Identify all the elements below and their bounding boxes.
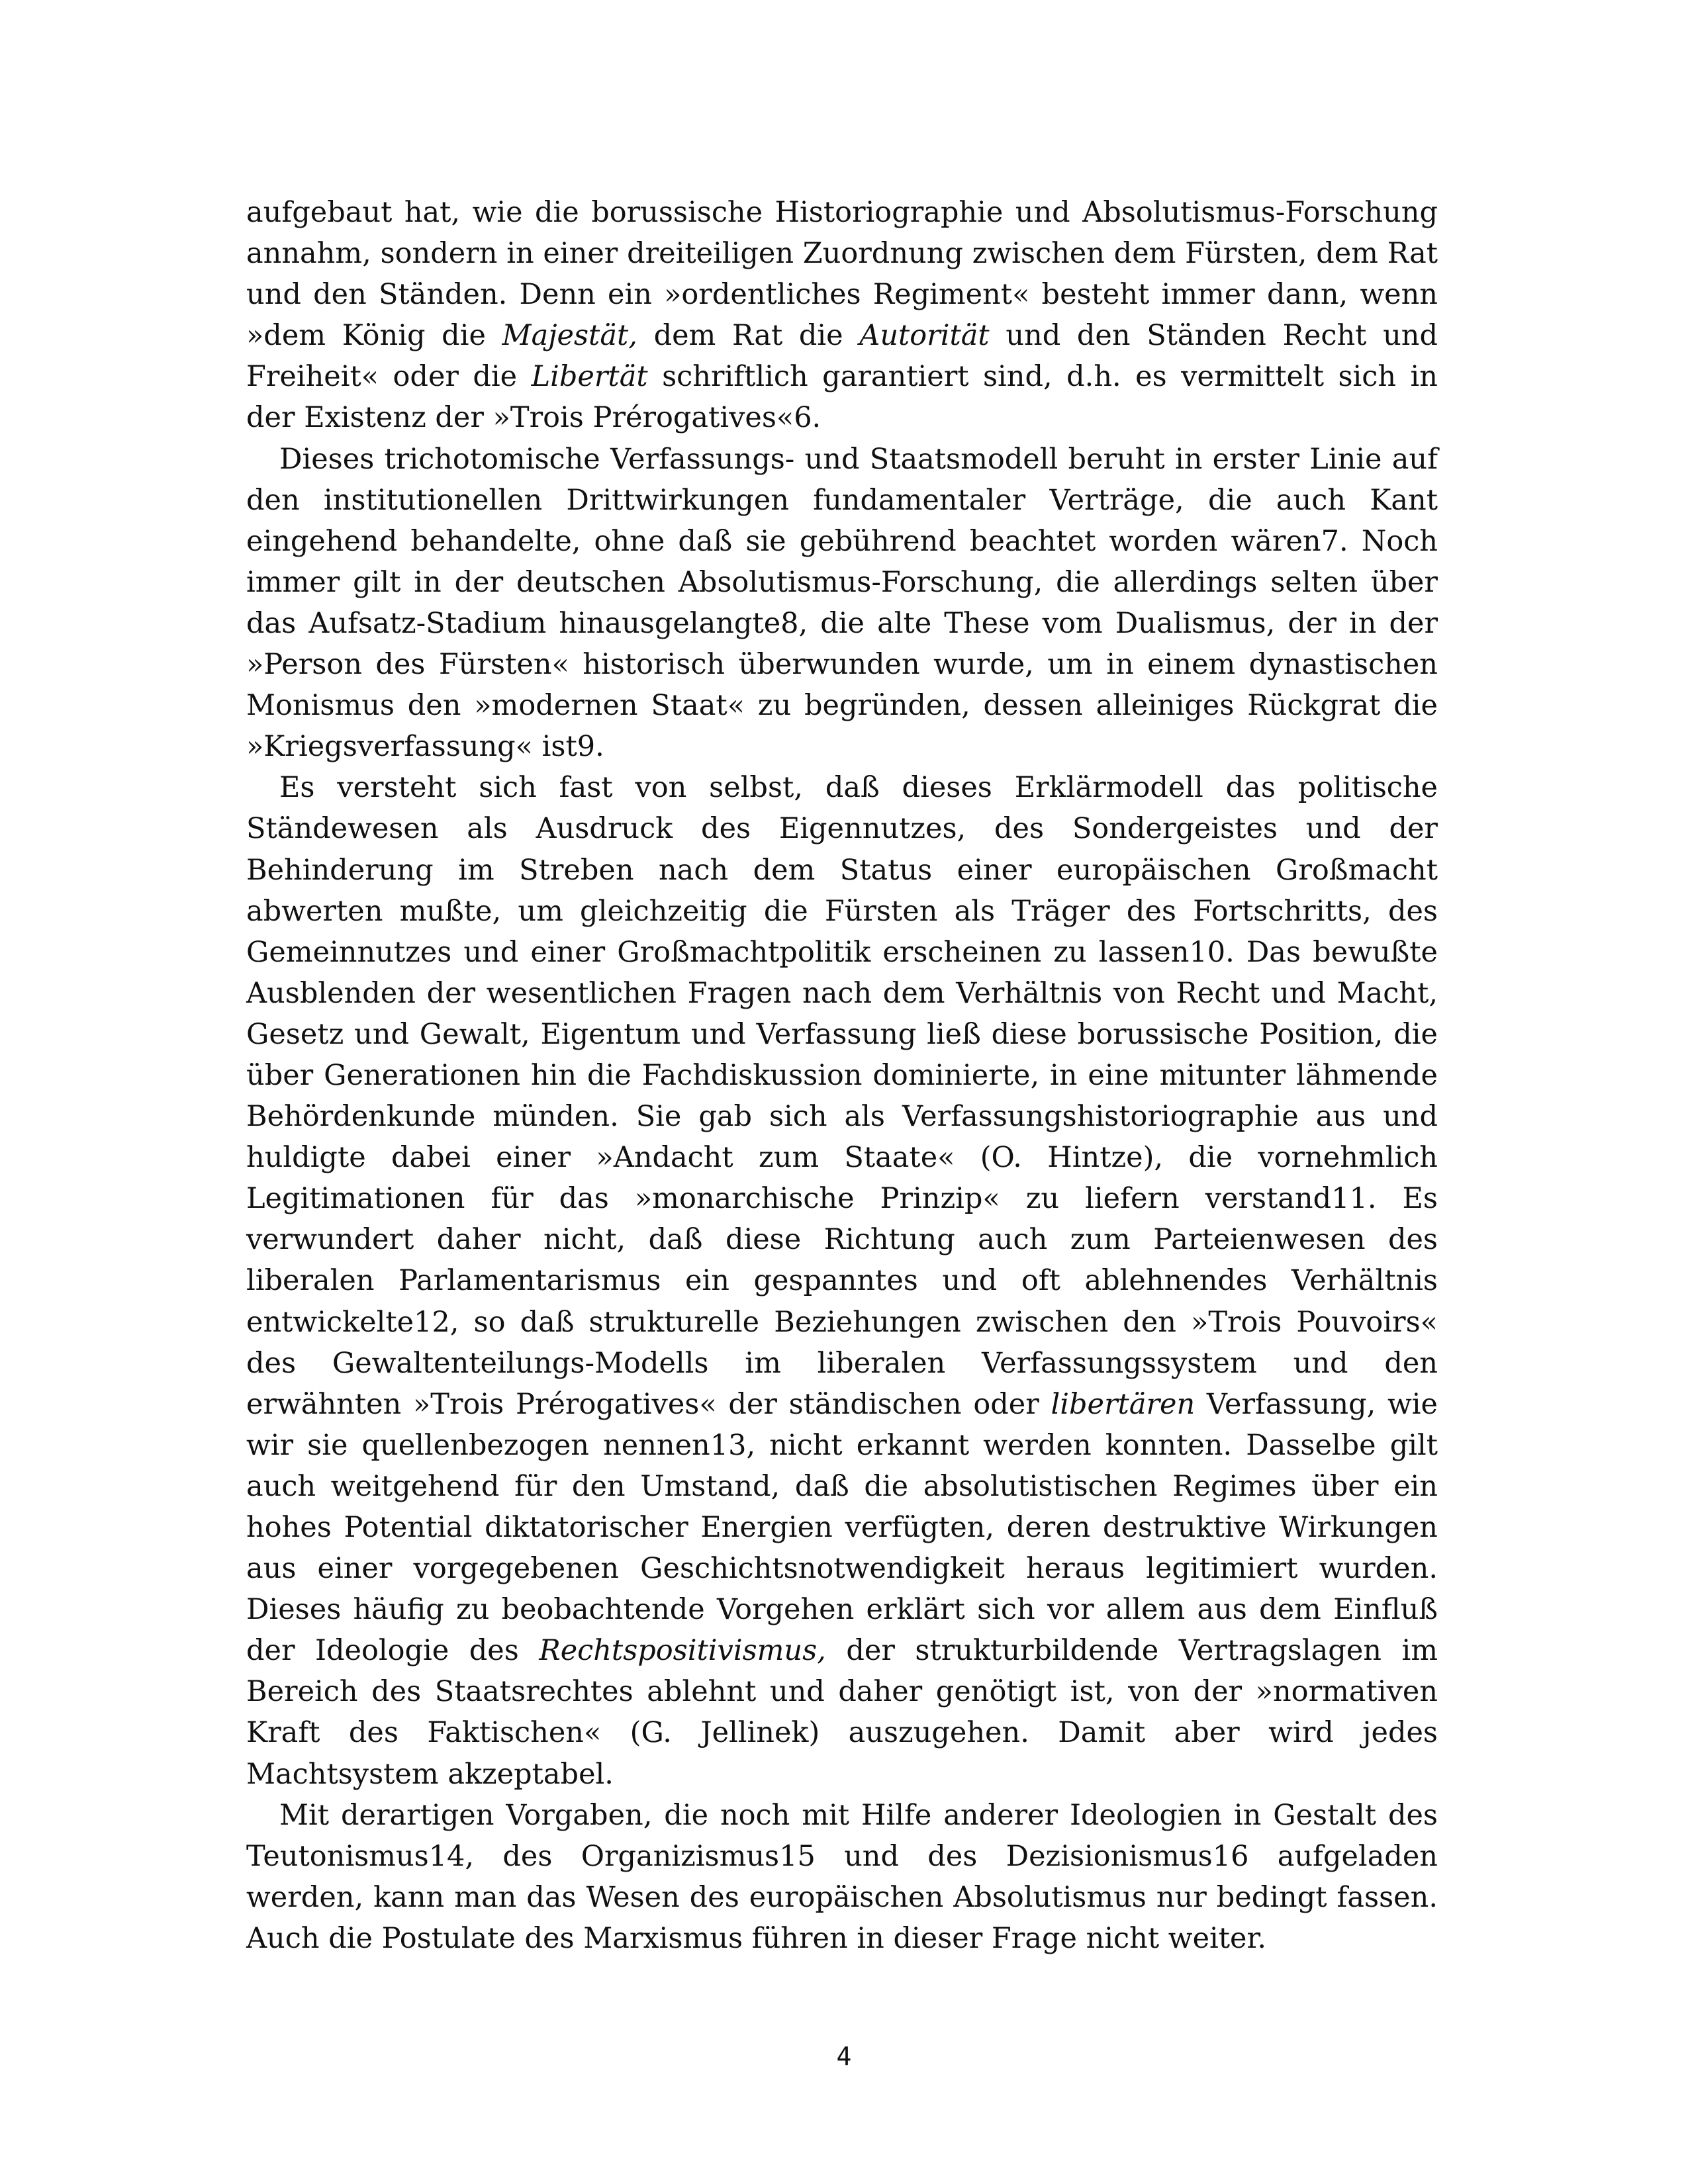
paragraph-3 <box>246 767 1438 1794</box>
paragraph-2 <box>246 439 1438 768</box>
italic-run: Libertät <box>531 360 648 394</box>
text-run: und den Ständen Recht und Freiheit« oder die <box>246 319 1438 394</box>
italic-run: Majestät, <box>502 319 637 353</box>
text-run: der strukturbildende Vertragslagen im Bereich des Staatsrechtes ablehnt und daher genötigt ist, von der »normativen Kraft des Faktischen« (G. Jellinek) auszugehen. Damit aber wird jedes Machtsystem akzeptabel. <box>246 1634 1438 1791</box>
italic-run: Rechtspositivismus, <box>539 1634 826 1668</box>
text-run: dem Rat die <box>637 319 860 353</box>
italic-run: libertären <box>1051 1387 1196 1421</box>
document-body <box>246 192 1438 1959</box>
italic-run: Autorität <box>859 319 990 353</box>
text-run: Mit derartigen Vorgaben, die noch mit Hilfe anderer Ideologien in Gestalt des Teutonismus14, des Organizismus15 und des Dezisionismus16 aufgeladen werden, kann man das Wesen des europäischen Absolutismus nur bedingt fassen. Auch die Postulate des Marxismus führen in dieser Frage nicht weiter. <box>246 1798 1438 1955</box>
page-number: 4 <box>836 2042 852 2071</box>
text-run: Es versteht sich fast von selbst, daß dieses Erklärmodell das politische Ständewesen als Ausdruck des Eigennutzes, des Sondergeistes und der Behinderung im Streben nach dem Status einer europäischen Großmacht abwerten mußte, um gleichzeitig die Fürsten als Träger des Fortschritts, des Gemeinnutzes und einer Großmachtpolitik erscheinen zu lassen10. Das bewußte Ausblenden der wesentlichen Fragen nach dem Verhältnis von Recht und Macht, Gesetz und Gewalt, Eigentum und Verfassung ließ diese borussische Position, die über Generationen hin die Fachdiskussion dominierte, in eine mitunter lähmende Behördenkunde münden. Sie gab sich als Verfassungshistoriographie aus und huldigte dabei einer »Andacht zum Staate« (O. Hintze), die vornehmlich Legitimationen für das »monarchische Prinzip« zu liefern verstand11. Es verwundert daher nicht, daß diese Richtung auch zum Parteienwesen des liberalen Parlamentarismus ein gespanntes und oft ablehnendes Verhältnis entwickelte12, so daß strukturelle Beziehungen zwischen den »Trois Pouvoirs« des Gewaltenteilungs-Modells im liberalen Verfassungssystem und den erwähnten »Trois Prérogatives« der ständischen oder <box>246 771 1438 1421</box>
text-run: Verfassung, wie wir sie quellenbezogen nennen13, nicht erkannt werden konnten. Dasselbe gilt auch weitgehend für den Umstand, daß die absolutistischen Regimes über ein hohes Potential diktatorischer Energien verfügten, deren destruktive Wirkungen aus einer vorgegebenen Geschichtsnotwendigkeit heraus legitimiert wurden. Dieses häufig zu beobachtende Vorgehen erklärt sich vor allem aus dem Einfluß der Ideologie des <box>246 1387 1438 1668</box>
paragraph-1 <box>246 192 1438 439</box>
text-run: Dieses trichotomische Verfassungs- und Staatsmodell beruht in erster Linie auf den institutionellen Drittwirkungen fundamentaler Verträge, die auch Kant eingehend behandelte, ohne daß sie gebührend beachtet worden wären7. Noch immer gilt in der deutschen Absolutismus-Forschung, die allerdings selten über das Aufsatz-Stadium hinausgelangte8, die alte These vom Dualismus, der in der »Person des Fürsten« historisch überwunden wurde, um in einem dynastischen Monismus den »modernen Staat« zu begründen, dessen alleiniges Rückgrat die »Kriegsverfassung« ist9. <box>246 442 1438 764</box>
text-run: aufgebaut hat, wie die borussische Historiographie und Absolutismus-Forschung annahm, sondern in einer dreiteiligen Zuordnung zwischen dem Fürsten, dem Rat und den Ständen. Denn ein »ordentliches Regiment« besteht immer dann, wenn »dem König die <box>246 196 1438 353</box>
text-run: schriftlich garantiert sind, d.h. es vermittelt sich in der Existenz der »Trois Prérogatives«6. <box>246 360 1438 435</box>
paragraph-4 <box>246 1795 1438 1959</box>
